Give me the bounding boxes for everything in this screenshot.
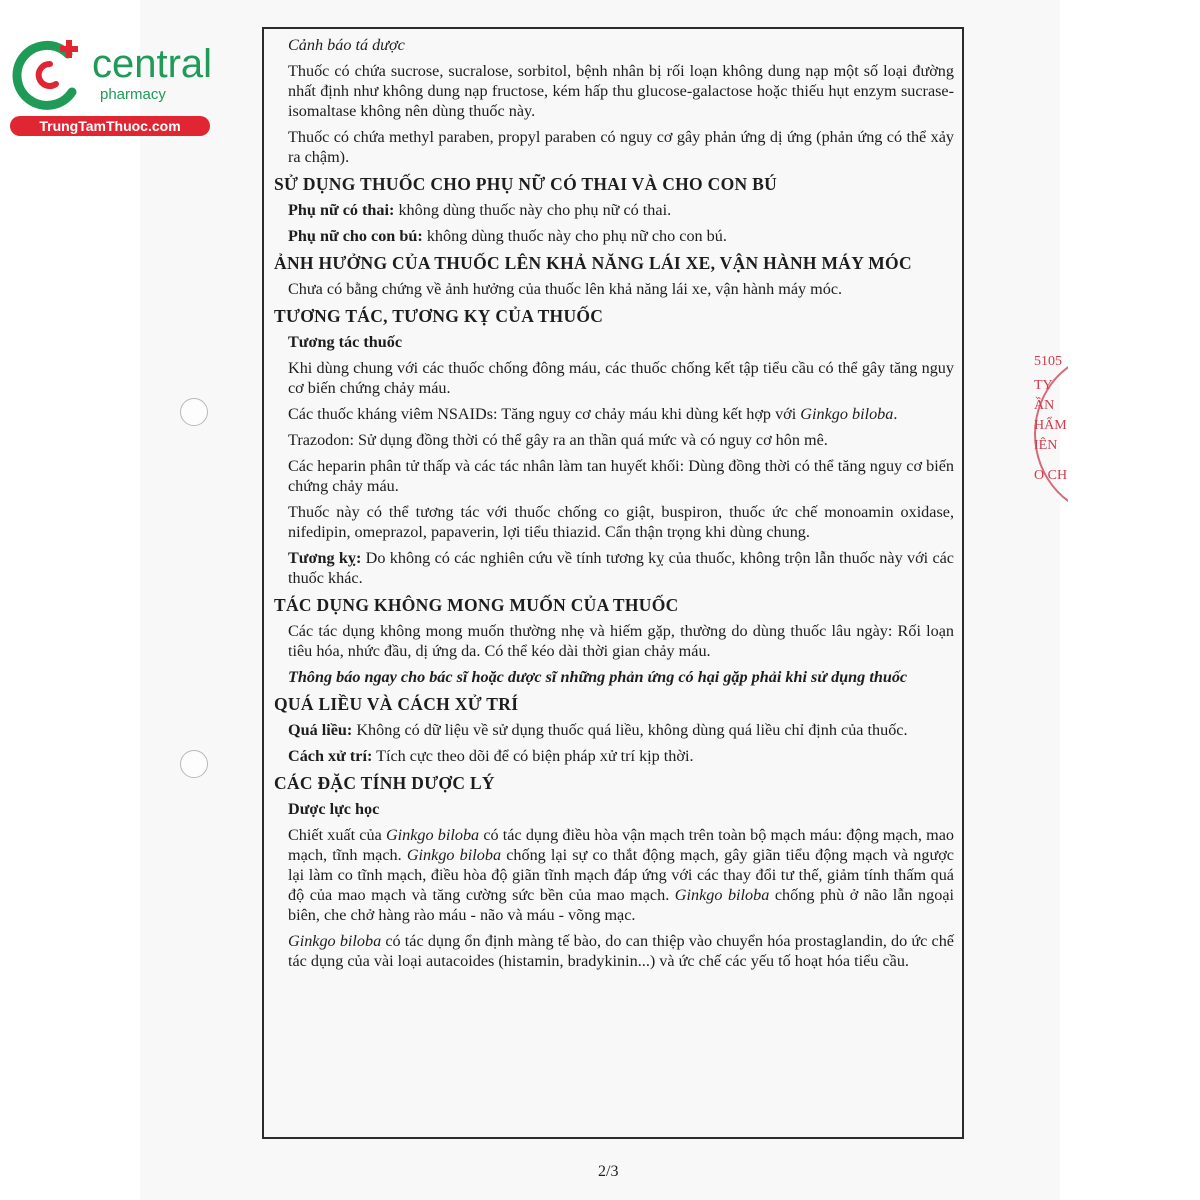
stamp-line: ẦN — [1034, 398, 1055, 413]
adverse-paragraph: Các tác dụng không mong muốn thường nhẹ và hiếm gặp, thường do dùng thuốc lâu ngày: Rối loạn tiêu hóa, nhức đầu, dị ứng da. Có thể kéo dài thời gian chảy máu. — [288, 622, 954, 660]
excipient-paragraph: Thuốc có chứa methyl paraben, propyl paraben có nguy cơ gây phản ứng dị ứng (phản ứng có thể xảy ra chậm). — [288, 128, 954, 166]
interaction-paragraph: Khi dùng chung với các thuốc chống đông máu, các thuốc chống kết tập tiểu cầu có thể gây tăng nguy cơ biến chứng chảy máu. — [288, 359, 954, 397]
ginkgo-term: Ginkgo biloba — [674, 886, 770, 904]
interaction-paragraph: Trazodon: Sử dụng đồng thời có thể gây ra an thần quá mức và có nguy cơ hôn mê. — [288, 431, 828, 449]
central-pharmacy-logo — [10, 38, 220, 138]
interaction-text: . — [893, 405, 898, 423]
ginkgo-term: Ginkgo biloba — [288, 932, 382, 950]
pd-text: chống lại sự co thắt động mạch, gây giãn tiểu động mạch và ngược lại làm co tĩnh mạch, điều hòa độ giãn tĩnh mạch đáp ứng với các thay đổi tư thế, giảm tính thấm quá độ của mao mạch và tăng cường sức bền của mao mạch. — [288, 846, 954, 904]
treatment-text: Tích cực theo dõi để có biện pháp xử trí kịp thời. — [372, 747, 694, 765]
pregnant-text: không dùng thuốc này cho phụ nữ có thai. — [394, 201, 672, 219]
ginkgo-term: Ginkgo biloba — [406, 846, 502, 864]
treatment-label: Cách xử trí: — [288, 747, 373, 765]
subheading-drug-interactions: Tương tác thuốc — [288, 333, 403, 351]
pregnant-label: Phụ nữ có thai: — [288, 201, 395, 219]
overdose-text: Không có dữ liệu về sử dụng thuốc quá liều, không dùng quá liều chỉ định của thuốc. — [352, 721, 908, 739]
overdose-label: Quá liều: — [288, 721, 353, 739]
excipient-warning-title: Cảnh báo tá dược — [288, 36, 405, 54]
interaction-paragraph: Các heparin phân tử thấp và các tác nhân làm tan huyết khối: Dùng đồng thời có thể tăng nguy cơ biến chứng chảy máu. — [288, 457, 954, 495]
punch-hole — [180, 398, 208, 426]
pd-text: có tác dụng ổn định màng tế bào, do can thiệp vào chuyển hóa prostaglandin, do ức chế tác dụng của vài loại autacoides (histamin, bradykinin...) và ức chế các yếu tố hoạt hóa tiểu cầu. — [288, 932, 954, 970]
pd-text: có tác dụng điều hòa vận mạch trên toàn bộ mạch máu: động mạch, mao mạch, tĩnh mạch. — [288, 826, 954, 864]
breastfeeding-text: không dùng thuốc này cho phụ nữ cho con bú. — [422, 227, 727, 245]
central-pharmacy-logo-icon — [10, 38, 90, 114]
page-number: 2/3 — [598, 1163, 619, 1180]
pd-text: Chiết xuất của — [288, 826, 386, 844]
excipient-paragraph: Thuốc có chứa sucrose, sucralose, sorbitol, bệnh nhân bị rối loạn không dung nạp một số loại đường nhất định như không dung nạp fructose, kém hấp thu glucose-galactose hoặc thiếu hụt enzym sucrase-isomaltase không nên dùng thuốc này. — [288, 62, 954, 120]
red-stamp — [1028, 352, 1068, 522]
pregnant-paragraph — [288, 200, 954, 220]
section-heading-overdose: QUÁ LIỀU VÀ CÁCH XỬ TRÍ — [274, 694, 519, 714]
incompatibility-paragraph — [288, 548, 954, 588]
incompatibility-label: Tương kỵ: — [288, 549, 362, 567]
breastfeeding-paragraph — [288, 226, 954, 246]
logo-banner: TrungTamThuoc.com — [10, 116, 210, 136]
incompatibility-text: Do không có các nghiên cứu về tính tương kỵ của thuốc, không trộn lẫn thuốc này với các thuốc khác. — [288, 549, 954, 587]
treatment-paragraph — [288, 746, 954, 766]
interaction-text: Các thuốc kháng viêm NSAIDs: Tăng nguy cơ chảy máu khi dùng kết hợp với — [288, 405, 801, 423]
pharmacodynamics-paragraph — [288, 825, 954, 925]
breastfeeding-label: Phụ nữ cho con bú: — [288, 227, 423, 245]
section-heading-adverse: TÁC DỤNG KHÔNG MONG MUỐN CỦA THUỐC — [274, 595, 679, 615]
section-heading-driving: ẢNH HƯỞNG CỦA THUỐC LÊN KHẢ NĂNG LÁI XE, VẬN HÀNH MÁY MÓC — [274, 253, 912, 273]
ginkgo-term: Ginkgo biloba — [385, 826, 480, 844]
stamp-line: O CH — [1034, 468, 1068, 483]
stamp-line: HẨM — [1034, 418, 1067, 433]
leaflet-content-box — [262, 27, 964, 1139]
adverse-notice: Thông báo ngay cho bác sĩ hoặc dược sĩ những phản ứng có hại gặp phải khi sử dụng thuốc — [288, 668, 908, 686]
pharmacodynamics-paragraph — [288, 931, 954, 971]
stamp-line: TY — [1034, 378, 1053, 393]
driving-paragraph: Chưa có bằng chứng về ảnh hưởng của thuốc lên khả năng lái xe, vận hành máy móc. — [288, 280, 843, 298]
overdose-paragraph — [288, 720, 954, 740]
section-heading-interactions: TƯƠNG TÁC, TƯƠNG KỴ CỦA THUỐC — [274, 306, 604, 326]
punch-hole — [180, 750, 208, 778]
pd-text: chống phù ở não lẫn ngoại biên, che chở hàng rào máu - não và máu - võng mạc. — [288, 886, 954, 924]
stamp-line: IÊN — [1034, 438, 1058, 453]
logo-name: central — [92, 42, 213, 86]
section-heading-pregnancy: SỬ DỤNG THUỐC CHO PHỤ NỮ CÓ THAI VÀ CHO CON BÚ — [274, 174, 778, 194]
logo-subtitle: pharmacy — [100, 86, 166, 103]
interaction-paragraph — [288, 404, 954, 424]
ginkgo-term: Ginkgo biloba — [800, 405, 894, 423]
subheading-pharmacodynamics: Dược lực học — [288, 800, 380, 818]
section-heading-pharmacology: CÁC ĐẶC TÍNH DƯỢC LÝ — [274, 773, 495, 793]
stamp-line: 5105 — [1034, 354, 1062, 369]
interaction-paragraph: Thuốc này có thể tương tác với thuốc chống co giật, buspiron, thuốc ức chế monoamin oxidase, nifedipin, omeprazol, papaverin, lợi tiểu thiazid. Cẩn thận trọng khi dùng chung. — [288, 503, 954, 541]
